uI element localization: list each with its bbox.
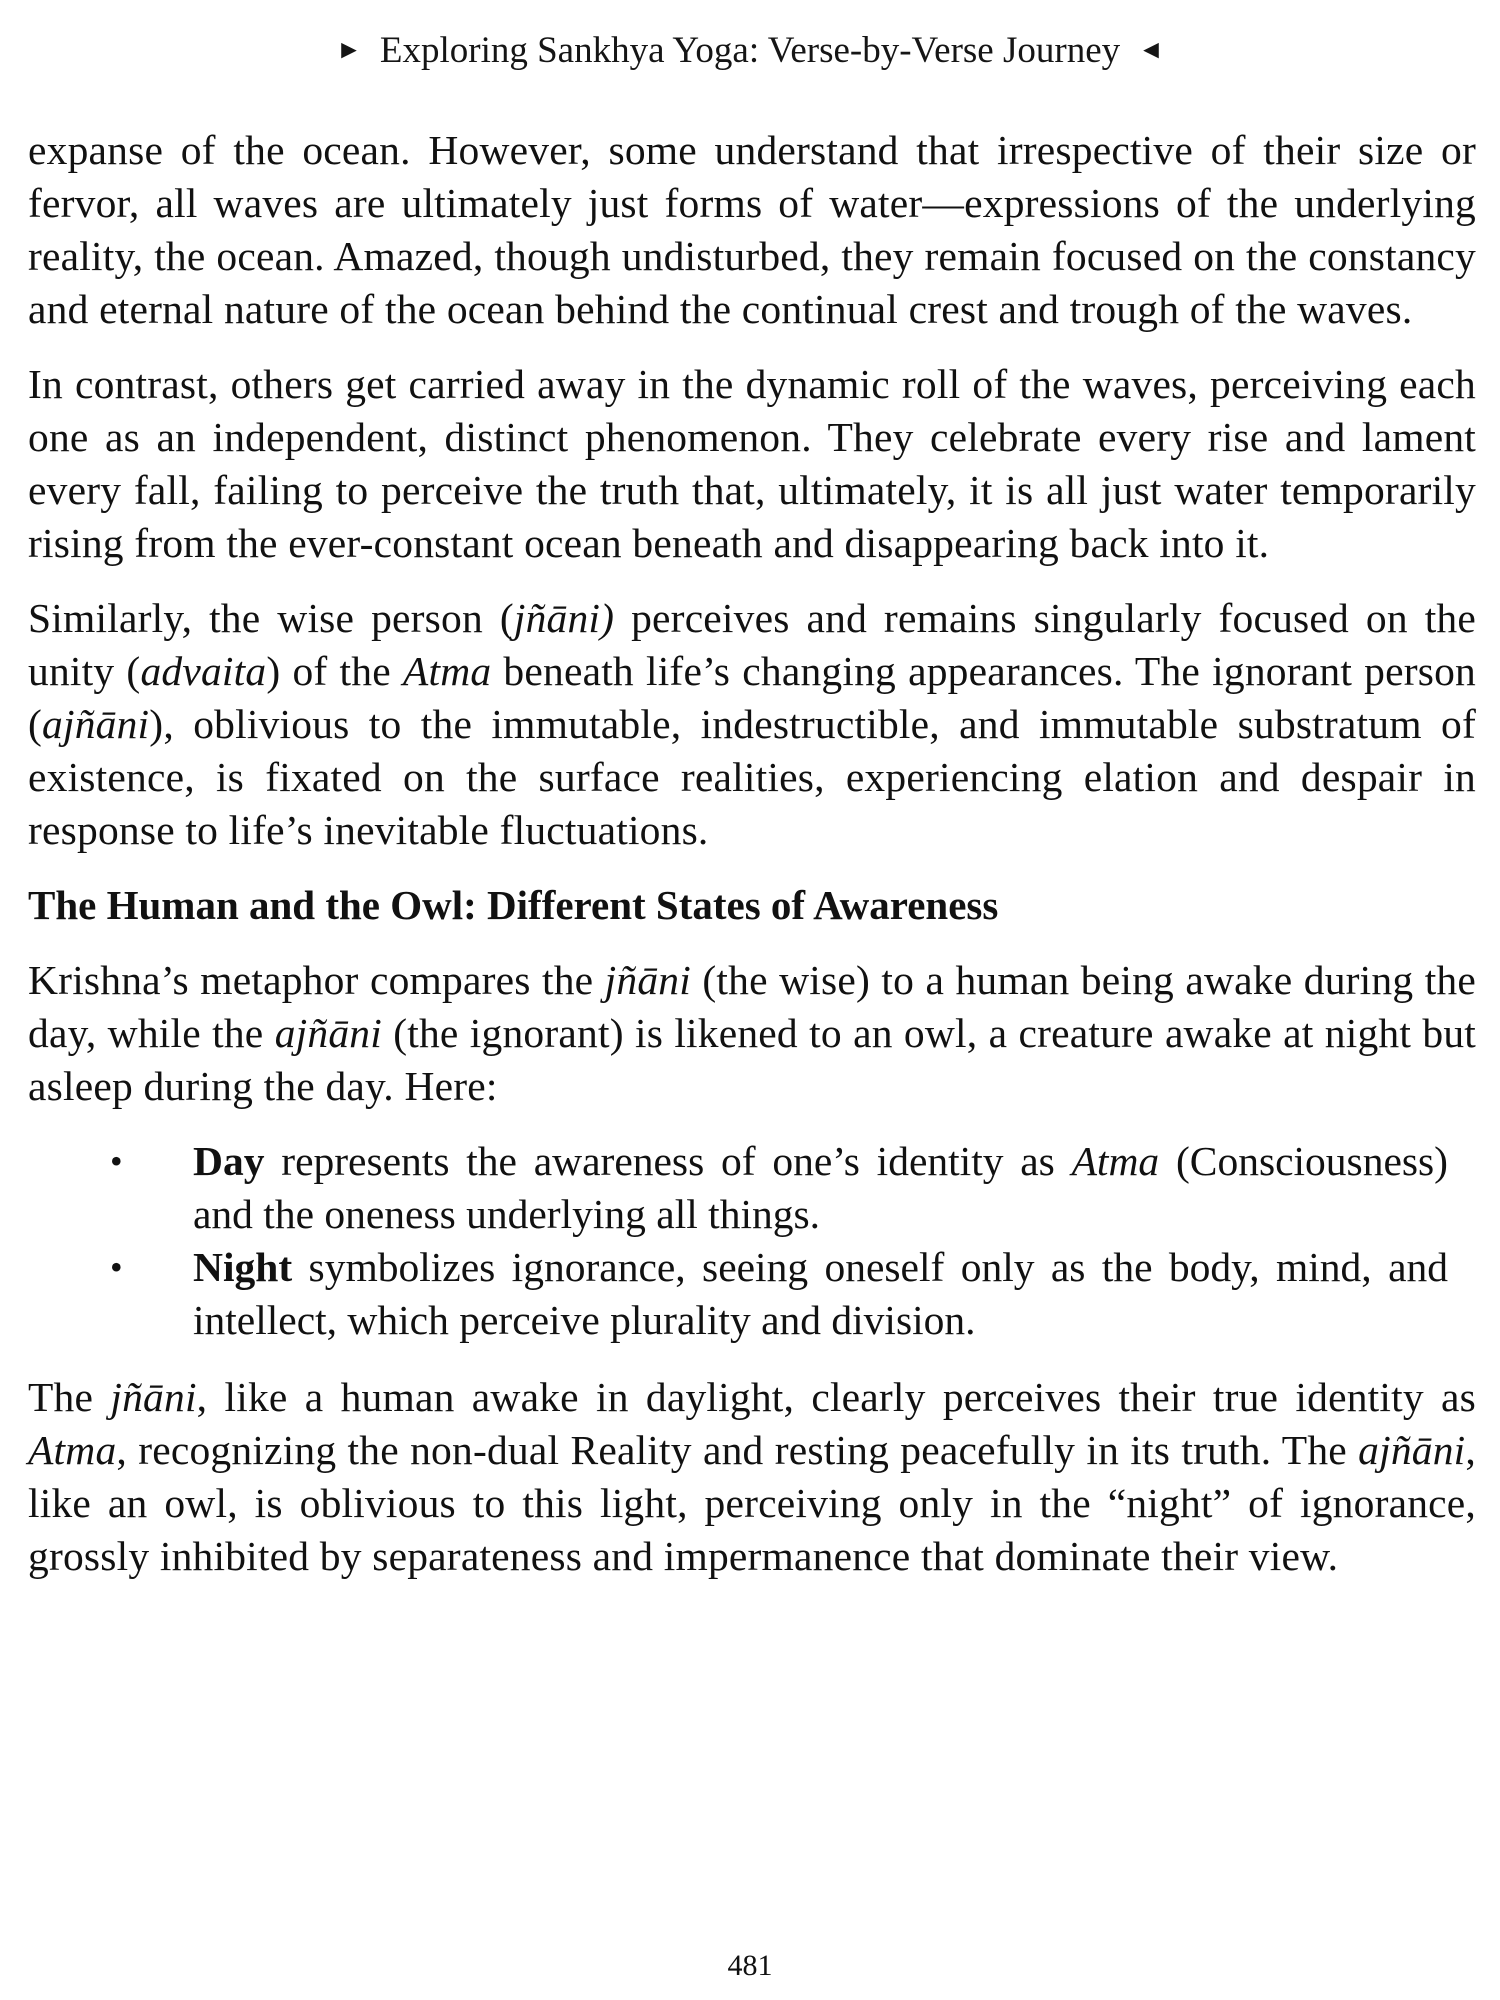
- bullet-icon: •: [110, 1247, 123, 1287]
- term-jnani: jñāni: [110, 1374, 197, 1420]
- text-run: ), oblivious to the immutable, indestructible, and immutable substratum of existence, is fixated on the surface realities, experiencing elation and despair in response to life’s inevitable fluctuations.: [28, 701, 1476, 853]
- term-atma: Atma: [402, 648, 492, 694]
- paragraph-jnani-daylight: [28, 1371, 1476, 1583]
- paragraph-wise-person: [28, 592, 1476, 857]
- text-run: (the wise) to a human being awake during the day, while the: [28, 957, 1476, 1056]
- running-header: [0, 26, 1500, 75]
- text-run: The: [28, 1374, 111, 1420]
- bullet-term-day: Day: [193, 1138, 265, 1184]
- text-run: , like an owl, is oblivious to this light, perceiving only in the “night” of ignorance, grossly inhibited by separateness and impermanence that dominate their view.: [28, 1427, 1476, 1579]
- text-run: , recognizing the non-dual Reality and resting peacefully in its truth. The: [116, 1427, 1359, 1473]
- text-run: beneath life’s changing appearances. The ignorant person (: [28, 648, 1476, 747]
- paragraph-contrast: In contrast, others get carried away in the dynamic roll of the waves, perceiving each one as an independent, distinct phenomenon. They celebrate every rise and lament every fall, failing to perceive the truth that, ultimately, it is all just water temporarily rising from the ever-constant ocean beneath and disappearing back into it.: [28, 361, 1476, 566]
- bullet-list: [28, 1135, 1476, 1347]
- right-pointer-icon: ►: [336, 35, 362, 64]
- text-run: Krishna’s metaphor compares the: [28, 957, 605, 1003]
- text-run: ) of the: [266, 648, 403, 694]
- term-ajnani: ajñāni: [42, 701, 150, 747]
- term-jnani: jñāni): [513, 595, 615, 641]
- bullet-term-night: Night: [193, 1244, 293, 1290]
- text-run: Similarly, the wise person (: [28, 595, 514, 641]
- text-run: (Consciousness) and the oneness underlying all things.: [193, 1138, 1448, 1237]
- running-header-title: Exploring Sankhya Yoga: Verse-by-Verse Journey: [379, 30, 1121, 71]
- body-text: [28, 124, 1476, 1605]
- term-advaita: advaita: [140, 648, 267, 694]
- term-ajnani: ajñāni: [1358, 1427, 1466, 1473]
- text-run: symbolizes ignorance, seeing oneself only as the body, mind, and intellect, which perceive plurality and division.: [193, 1244, 1448, 1343]
- bullet-icon: •: [110, 1141, 123, 1181]
- term-jnani: jñāni: [604, 957, 691, 1003]
- list-item: [28, 1135, 1476, 1241]
- paragraph-ocean-waves: expanse of the ocean. However, some understand that irrespective of their size or fervor, all waves are ultimately just forms of water—expressions of the underlying reality, the ocean. Amazed, though undisturbed, they remain focused on the constancy and eternal nature of the ocean behind the continual crest and trough of the waves.: [28, 127, 1476, 332]
- text-run: (the ignorant) is likened to an owl, a creature awake at night but asleep during the day. Here:: [28, 1010, 1476, 1109]
- term-ajnani: ajñāni: [274, 1010, 382, 1056]
- text-run: perceives and remains singularly focused on the unity (: [28, 595, 1476, 694]
- term-atma: Atma: [1071, 1138, 1160, 1184]
- page-number: 481: [727, 1949, 773, 1982]
- text-run: , like a human awake in daylight, clearly perceives their true identity as: [196, 1374, 1476, 1420]
- term-atma: Atma: [28, 1427, 117, 1473]
- list-item: [28, 1241, 1476, 1347]
- section-heading: The Human and the Owl: Different States of Awareness: [28, 882, 999, 928]
- left-pointer-icon: ◄: [1138, 35, 1164, 64]
- paragraph-metaphor: [28, 954, 1476, 1113]
- text-run: represents the awareness of one’s identity as: [264, 1138, 1072, 1184]
